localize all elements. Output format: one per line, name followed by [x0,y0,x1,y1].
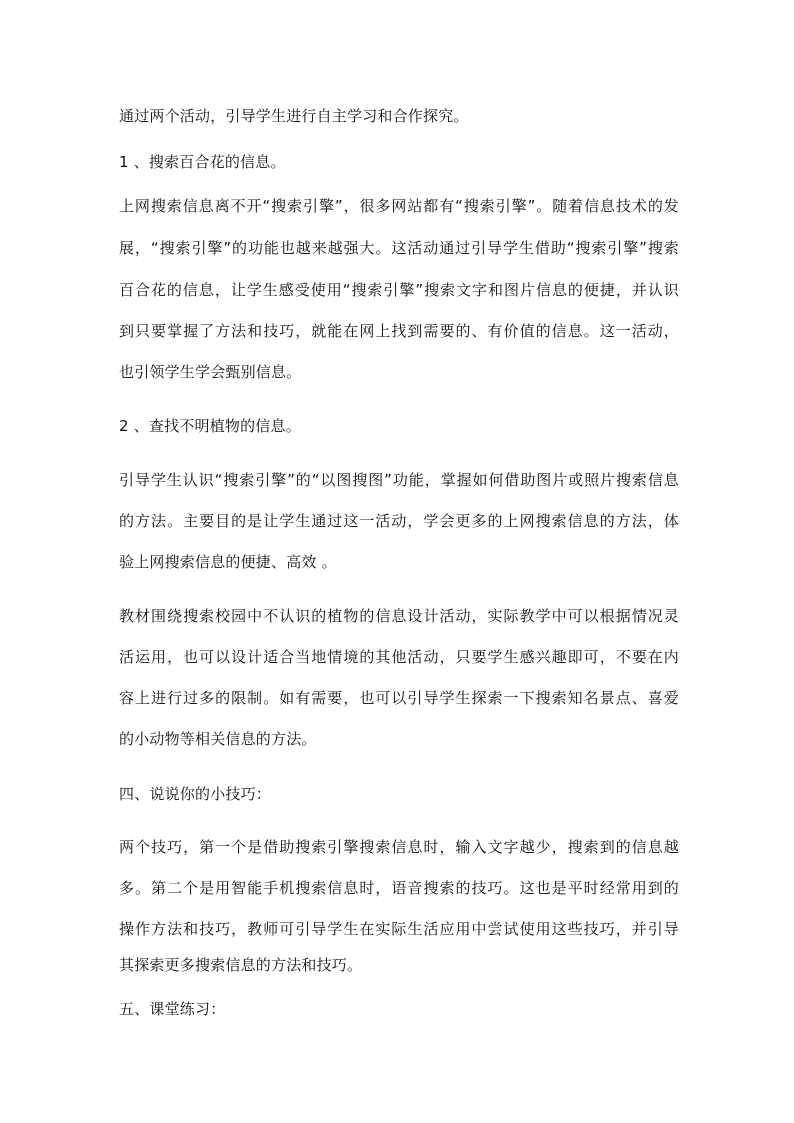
paragraph-line: 展，“搜索引擎”的功能也越来越强大。这活动通过引导学生借助“搜索引擎”搜索 [119,239,679,257]
paragraph-line: 两个技巧，第一个是借助搜索引擎搜索信息时，输入文字越少，搜索到的信息越 [119,838,679,856]
section-2-heading: 2 、查找不明植物的信息。 [119,417,301,435]
paragraph-line: 验上网搜索信息的便捷、高效 。 [119,553,337,571]
paragraph-line: 多。第二个是用智能手机搜索信息时，语音搜索的技巧。这也是平时经常用到的 [119,879,679,897]
paragraph-line: 的小动物等相关信息的方法。 [119,730,317,748]
section-1-heading: 1 、搜索百合花的信息。 [119,153,286,171]
paragraph-line: 活运用，也可以设计适合当地情境的其他活动，只要学生感兴趣即可，不要在内 [119,648,679,666]
paragraph-line: 也引领学生学会甄别信息。 [119,363,302,381]
intro-text: 通过两个活动，引导学生进行自主学习和合作探究。 [119,107,469,125]
paragraph-line: 引导学生认识“搜索引擎”的“以图搜图”功能，掌握如何借助图片或照片搜索信息 [119,471,679,489]
paragraph-line: 操作方法和技巧，教师可引导学生在实际生活应用中尝试使用这些技巧，并引导 [119,920,679,938]
paragraph-line: 百合花的信息，让学生感受使用“搜索引擎”搜索文字和图片信息的便捷，并认识 [119,281,679,299]
paragraph-line: 其探索更多搜索信息的方法和技巧。 [119,956,363,974]
paragraph-line: 容上进行过多的限制。如有需要，也可以引导学生探索一下搜索知名景点、喜爱 [119,689,679,707]
paragraph-line: 上网搜索信息离不开“搜索引擎”，很多网站都有“搜索引擎”。随着信息技术的发 [119,197,679,215]
paragraph-line: 教材围绕搜索校园中不认识的植物的信息设计活动，实际教学中可以根据情况灵 [119,607,679,625]
paragraph-line: 的方法。主要目的是让学生通过这一活动，学会更多的上网搜索信息的方法，体 [119,512,679,530]
section-5-heading: 五、课堂练习： [119,1000,226,1018]
section-4-heading: 四、说说你的小技巧： [119,785,272,803]
paragraph-line: 到只要掌握了方法和技巧，就能在网上找到需要的、有价值的信息。这一活动， [119,322,679,340]
